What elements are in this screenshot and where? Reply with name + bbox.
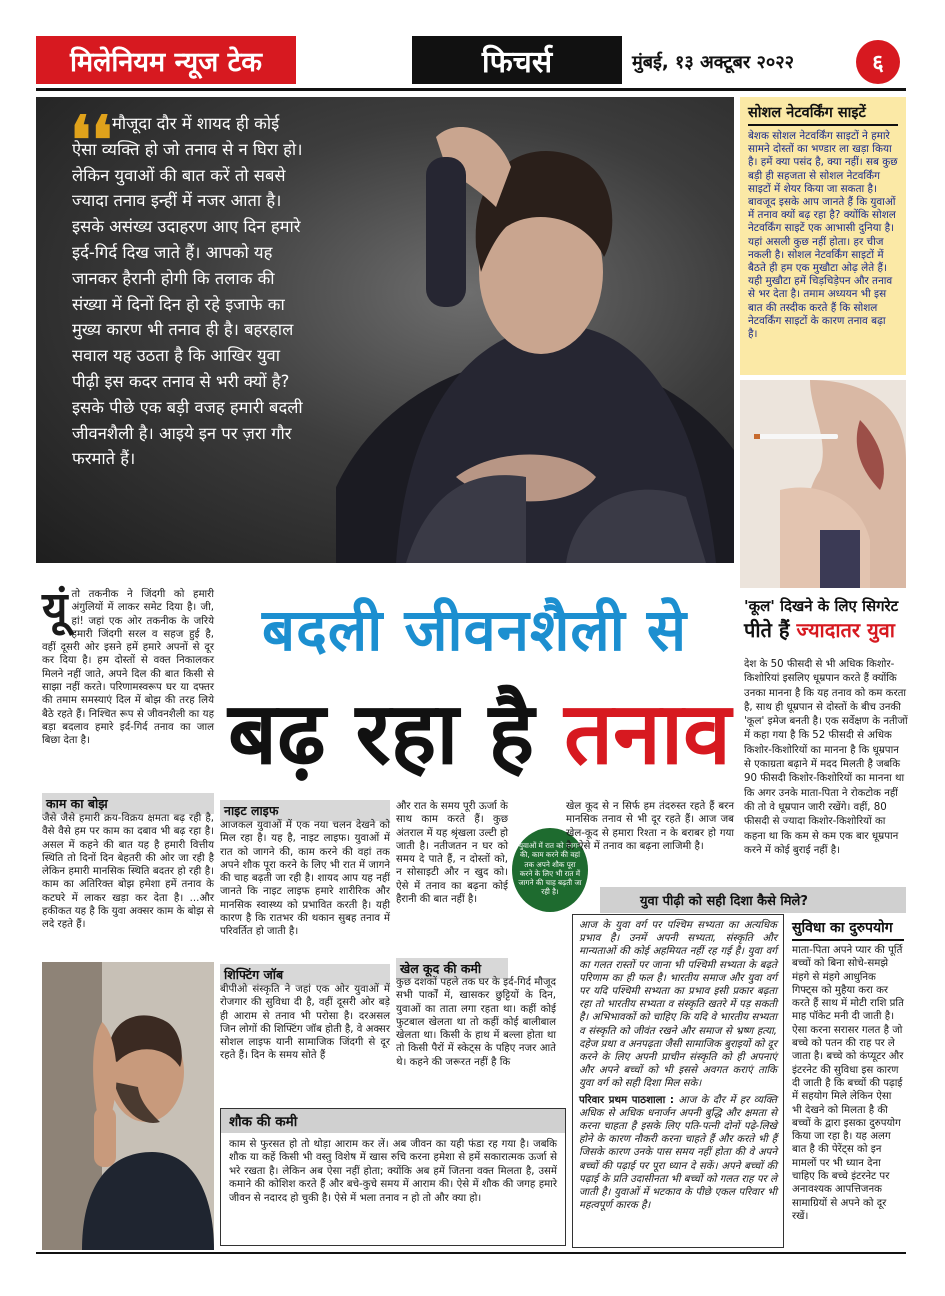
social-networking-title: सोशल नेटवर्किंग साइटें	[748, 102, 898, 126]
stressed-man-photo	[42, 962, 214, 1250]
cool-smoking-body: देश के 50 फीसदी से भी अधिक किशोर-किशोरियां इसलिए धूम्रपान करते हैं क्योंकि उनका मानना है कि यह तनाव को कम करता है, साथ ही धूम्रपान से दोस्तों के बीच उनकी 'कूल' इमेज बनती है। एक सर्वेक्षण के नतीजों में कहा गया है कि 52 फीसदी से अधिक किशोर-किशोरियों का मानना है कि धूम्रपान से एकाग्रता बढ़ाने में मदद मिलती है जबकि 90 फीसदी किशोर-किशोरियों का मानना था कि अगर उनके माता-पिता ने रोकटोक नहीं की तो वे धूम्रपान जारी रखेंगे। वहीं, 80 फीसदी से ज्यादा किशोर-किशोरियों का कहना था कि कम से कम एक बार धूम्रपान करने में कोई बुराई नहीं है।	[744, 659, 908, 856]
shifting-job-heading: शिफ्टिंग जॉब	[220, 964, 390, 985]
smoking-illustration	[740, 380, 906, 588]
night-life-body: आजकल युवाओं में एक नया चलन देखने को मिल रहा है। यह है, नाइट लाइफ। युवाओं में रात को जागने की, काम करने की वहां तक अपने शौक पूरा करने के लिए भी रात में जागने की चाह बढ़ती जा रही है। शायद आप यह नहीं जानते कि नाइट लाइफ हमारे शारीरिक और मानसिक स्वास्थ्य को प्रभावित करती है। यही कारण है कि रातभर की थकान सुबह तनाव में परिवर्तित हो जाती है।	[220, 820, 390, 938]
intro-text: तो तकनीक ने जिंदगी को हमारी अंगुलियों में लाकर समेट दिया है। जी, हां! जहां एक ओर तकनीक के जरिये हमारी जिंदगी सरल व सहज हुई है, वहीं दूसरी ओर इसने हमें हमारे अपनों से दूर कर दिया है। हम दोस्तों से वक्त निकालकर मिलने नहीं जाते, अपने दिल की बात किसी से साझा नहीं करते। परिणामस्वरूप घर या दफ्तर की तमाम समस्याएं दिल में बोझ की तरह लिये बैठे रहते हैं। निश्चित रूप से जीवनशैली का यह बड़ा बदलाव हमारे इर्द-गिर्द तनाव का जाल बिछा देता है।	[42, 589, 214, 747]
hobby-heading: शौक की कमी	[221, 1109, 565, 1133]
stressed-man-illustration	[336, 97, 734, 563]
youth-direction-body: आज के युवा वर्ग पर पश्चिम सभ्यता का अत्यधिक प्रभाव है। उनमें अपनी सभ्यता, संस्कृति और मान्यताओं की कोई अहमियत नहीं रह गई है। युवा वर्ग का गलत रास्तों पर जाना भी पश्चिमी सभ्यता के बढ़ते परिणाम का ही फल है। भारतीय समाज और युवा वर्ग पर यदि पश्चिमी सभ्यता का प्रभाव इसी प्रकार बढ़ता रहा तो भारतीय सभ्यता व संस्कृति खतरे में पड़ सकती है। अभिभावकों को चाहिए कि यदि वे भारतीय सभ्यता व संस्कृति को जीवंत रखने और समाज से भ्रष्ण हत्या, दहेज प्रथा व अनपढ़ता जैसी सामाजिक बुराइयों को दूर करने के लिए अपनी प्राचीन संस्कृति को ही अपनाएं और अपने बच्चों को भी इससे अवगत कराएं ताकि युवा वर्ग को सही दिशा मिल सके।	[579, 920, 777, 1090]
sports-heading: खेल कूद की कमी	[396, 958, 508, 979]
headline-line2	[228, 672, 731, 789]
cool-title-line2	[744, 616, 906, 643]
social-networking-body: बेशक सोशल नेटवर्किंग साइटों ने हमारे सामने दोस्तों का भण्डार ला खड़ा किया है। हमें क्या पसंद है, क्या नहीं। सब कुछ बड़ी ही सहजता से सोशल नेटवर्किंग साइटों में शेयर किया जा सकता है। बावजूद इसके आप जानते हैं कि युवाओं में तनाव क्यों बढ़ रहा है? क्योंकि सोशल नेटवर्किंग साइटें एक आभासी दुनिया है। यहां असली कुछ नहीं होता। हर चीज नकली है। सोशल नेटवर्किंग साइटों में बैठते ही हम एक मुखौटा ओढ़ लेते हैं। यही मुखौटा हमें चिड़चिड़ेपन और तनाव से भर देता है। तमाम अध्ययन भी इस बात की तस्दीक करते हैं कि सोशल नेटवर्किंग साइटों के कारण तनाव बढ़ा है।	[748, 130, 898, 341]
hobby-body: काम से फुरसत हो तो थोड़ा आराम कर लें। अब जीवन का यही फंडा रह गया है। जबकि शौक या कहें किसी भी वस्तु विशेष में खास रुचि करना हमेशा से हमें सकारात्मक ऊर्जा से भरे रखता है। लेकिन अब ऐसा नहीं होता; क्योंकि अब हमें जितना वक्त मिलता है, उसमें कमाने की कोशिश करते हैं और बचे-कुचे समय में आराम की। ऐसे में शौक की जगह हमारे जीवन से नदारद हो चुकी है। ऐसे में भला तनाव न हो तो और क्या हो।	[229, 1139, 557, 1204]
headline-line1: बदली जीवनशैली से	[262, 596, 688, 664]
cool-smoking-title	[744, 596, 906, 643]
cool-title-red: ज्यादातर युवा	[796, 618, 895, 642]
masthead: मिलेनियम न्यूज टेक	[36, 36, 296, 84]
headline-line2-red: तनाव	[564, 684, 731, 784]
shifting-job-body: बीपीओ संस्कृति ने जहां एक ओर युवाओं में रोजगार की सुविधा दी है, वहीं दूसरी ओर बड़े ही आराम से तनाव भी परोसा है। दरअसल जिन लोगों की शिफ्टिंग जॉब होती है, वे अक्सर सोशल लाइफ यानी सामाजिक जिंदगी से दूर रहते हैं। दिन के समय सोते हैं	[220, 984, 390, 1062]
drop-cap: यूं	[42, 583, 68, 634]
pull-quote-callout: युवाओं में रात को जागने की, काम करने की वहां तक अपने शौक पूरा करने के लिए भी रात में जागने की चाह बढ़ती जा रही है।	[512, 828, 588, 912]
smoking-photo	[740, 380, 906, 588]
section-title: फिचर्स	[412, 36, 622, 84]
cool-title-black: पीते हैं	[744, 618, 790, 642]
shifting-job-continued: और रात के समय पूरी ऊर्जा के साथ काम करते हैं। कुछ अंतराल में यह श्रृंखला उल्टी हो जाती है। नतीजतन न घर को समय दे पाते हैं, न दोस्तों को, न सोसाइटी और न खुद को। ऐसे में तनाव का बढ़ना कोई हैरानी की बात नहीं है।	[396, 801, 508, 906]
cool-title-line1: 'कूल' दिखने के लिए सिगरेट	[744, 597, 899, 615]
header-rule	[36, 88, 906, 91]
facility-misuse-body: माता-पिता अपने प्यार की पूर्ति बच्चों को बिना सोचे-समझे मंहगे से मंहगे आधुनिक गिफ्ट्स को मुहैया करा कर करते हैं साथ में मोटी राशि प्रति माह पॉकेट मनी दी जाती है। ऐसा करना सरासर गलत है जो बच्चे को पतन की राह पर ले जाता है। बच्चे को कंप्यूटर और इंटरनेट की सुविधा इस कारण दी जाती है कि बच्चों की पढ़ाई में सहयोग मिले लेकिन ऐसा भी देखने को मिलता है की बच्चों के द्वारा इसका दुरुपयोग किया जा रहा है। यह अलग बात है की पेरेंट्स को इन मामलों पर भी ध्यान देना चाहिए कि बच्चे इंटरनेट पर अनावश्यक आपत्तिजनक सामाग्रियों से अपने को दूर रखें।	[792, 945, 904, 1222]
sports-continued: खेल कूद से न सिर्फ हम तंदरुस्त रहते हैं बरन मानसिक तनाव से भी दूर रहते हैं। आज जब खेल-कूद से हमारा रिश्ता न के बराबर हो गया है, ऐसे में तनाव का बढ़ना लाजिमी है।	[566, 801, 734, 852]
facility-misuse-title: सुविधा का दुरुपयोग	[792, 918, 904, 941]
facility-misuse-box	[790, 914, 906, 1248]
work-load-heading: काम का बोझ	[42, 793, 214, 814]
headline-line2-black: बढ़ रहा है	[228, 684, 535, 784]
family-school-label: परिवार प्रथम पाठशाला :	[579, 1094, 674, 1106]
family-school-body: आज के दौर में हर व्यक्ति अधिक से अधिक धनार्जन अपनी बुद्धि और क्षमता से करना चाहता है इसके लिए पति-पत्नी दोनों पढ़े-लिखे होने के कारण नौकरी करना चाहते हैं और करते भी हैं जिसके कारण उनके पास समय नहीं होता की वे अपने बच्चों की पढ़ाई पर पूरा ध्यान दे सकें। अपने बच्चों की पढ़ाई के प्रति उदासीनता भी बच्चों को गलत राह पर ले जाती है। युवाओं में भटकाव के पीछे एकल परिवार भी महत्वपूर्ण कारक है।	[579, 1094, 777, 1212]
quote-mark-icon: ❛❛	[70, 101, 113, 179]
hero-photo	[36, 97, 734, 563]
night-life-heading: नाइट लाइफ	[220, 800, 390, 821]
dateline: मुंबई, १३ अक्टूबर २०२२	[632, 52, 794, 73]
head-in-hand-illustration	[42, 962, 214, 1250]
intro-paragraph	[42, 583, 214, 748]
page-number: ६	[856, 40, 900, 84]
youth-direction-box	[572, 914, 784, 1248]
work-load-body: जैसे जैसे हमारी क्रय-विक्रय क्षमता बढ़ रही है, वैसे वैसे हम पर काम का दबाव भी बढ़ रहा है। असल में कहने की बात यह है हमारी वित्तीय स्थिति तो दिनों दिन बेहतरी की ओर जा रही है लेकिन हमारी मानसिक स्थिति बदतर हो रही है। काम का अतिरिक्त बोझ हमेशा हमें तनाव के कटघरे में लाकर खड़ा कर देता है। ...और हकीकत यह है कि युवा अक्सर काम के बोझ से लदे रहते हैं।	[42, 813, 214, 931]
social-networking-box	[740, 97, 906, 375]
hero-quote: मौजूदा दौर में शायद ही कोई ऐसा व्यक्ति हो जो तनाव से न घिरा हो। लेकिन युवाओं की बात करें तो सबसे ज्यादा तनाव इन्हीं में नजर आता है। इसके असंख्य उदाहरण आए दिन हमारे इर्द-गिर्द दिख जाते हैं। आपको यह जानकर हैरानी होगी कि तलाक की संख्या में दिनों दिन हो रहे इजाफे का मुख्य कारण भी तनाव ही है। बहरहाल सवाल यह उठता है कि आखिर युवा पीढ़ी इस कदर तनाव से भरी क्यों है? इसके पीछे एक बड़ी वजह हमारी बदली जीवनशैली है। आइये इन पर ज़रा गौर फरमाते हैं।	[72, 114, 303, 469]
footer-rule	[36, 1252, 906, 1254]
youth-direction-heading: युवा पीढ़ी को सही दिशा कैसे मिले?	[600, 887, 906, 913]
sports-body: कुछ दशकों पहले तक घर के इर्द-गिर्द मौजूद सभी पार्कों में, खासकर छुट्टियों के दिन, युवाओं का ताता लगा रहता था। कहीं कोई फुटबाल खेलता था तो कहीं कोई बालीबाल खेलता था। किसी के हाथ में बल्ला होता था तो किसी पैरों में स्केट्स के पहिए नजर आते थे। कहने की जरूरत नहीं है कि	[396, 977, 556, 1068]
hobby-box	[220, 1108, 566, 1246]
